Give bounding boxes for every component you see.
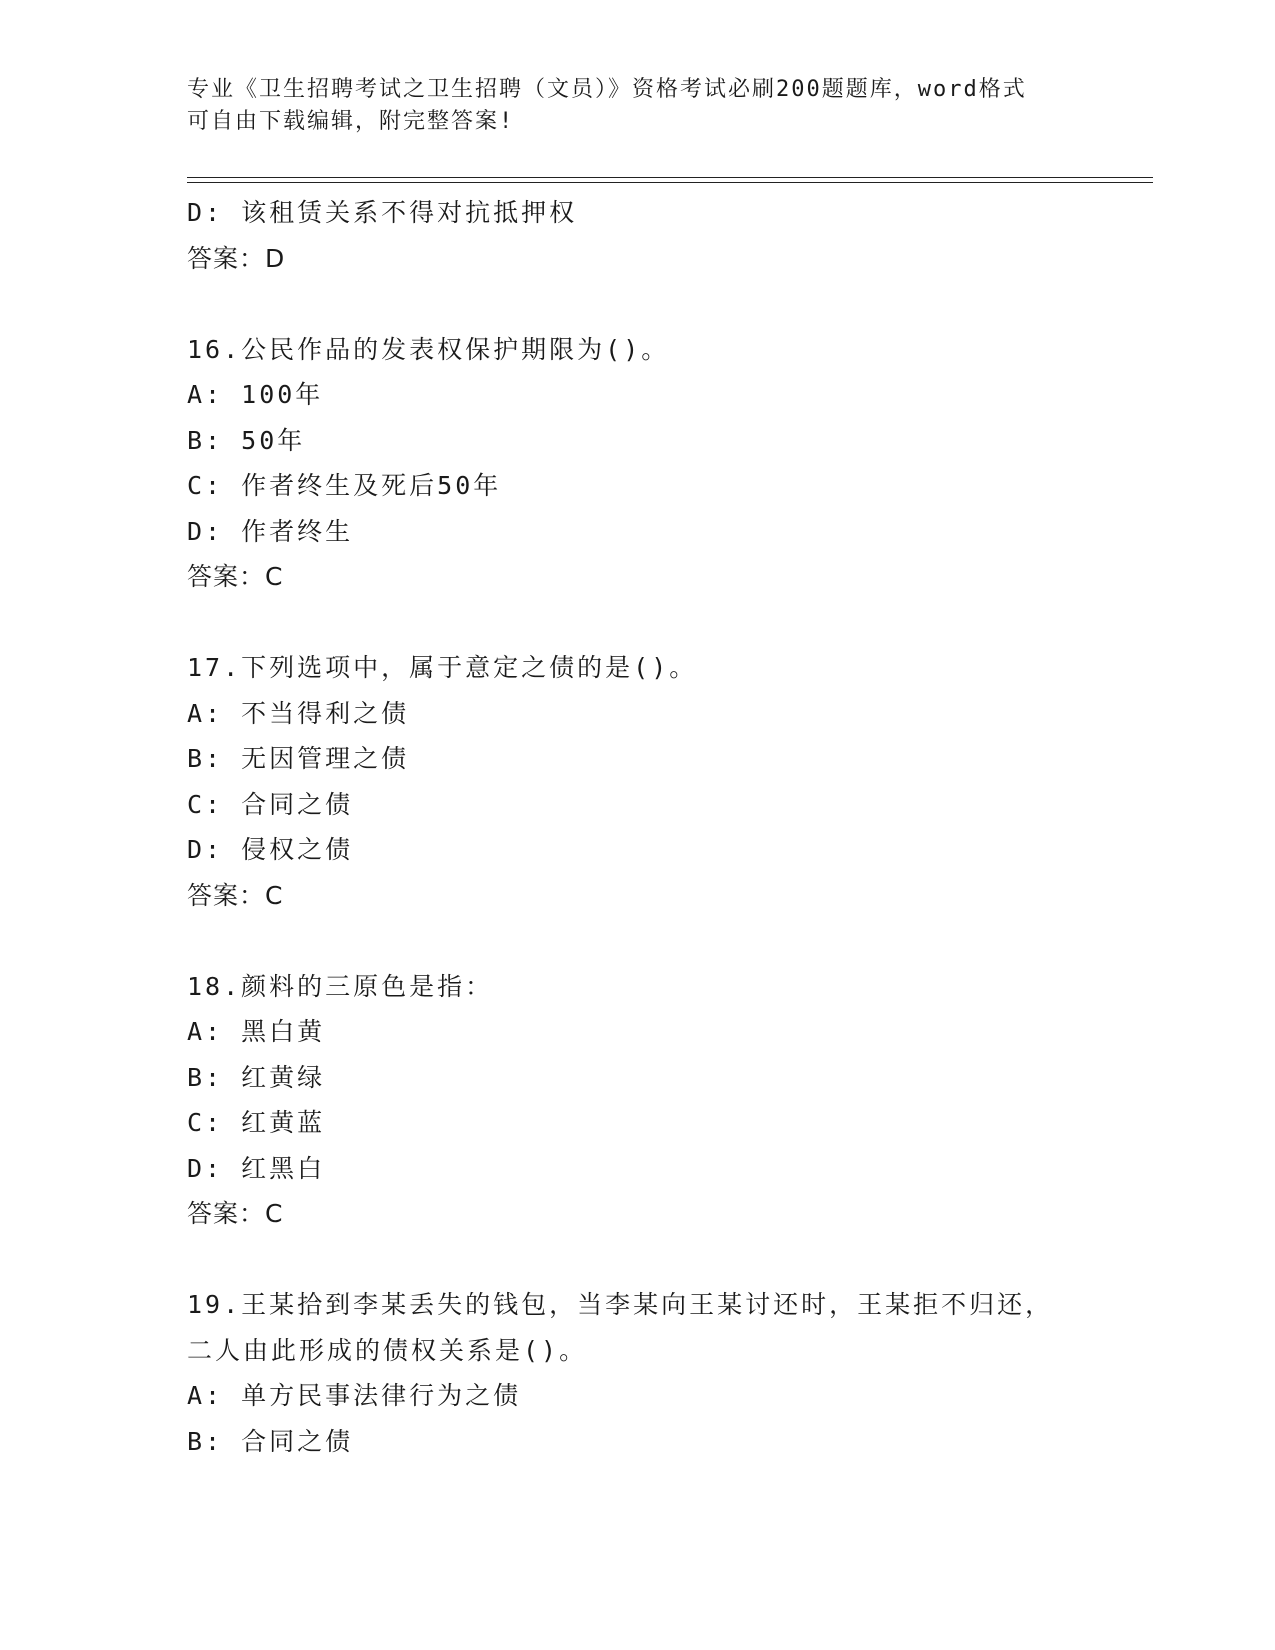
option-a: A: 单方民事法律行为之债 [187, 1381, 522, 1410]
option-d: D: 侵权之债 [187, 835, 354, 864]
question-19 [187, 1282, 1087, 1464]
option-d: D: 作者终生 [187, 516, 354, 546]
header-title-line-1: 专业《卫生招聘考试之卫生招聘（文员）》资格考试必刷200题题库，word格式 [187, 77, 1027, 102]
header-title-line-2: 可自由下载编辑，附完整答案! [187, 109, 515, 134]
option-c: C: 作者终生及死后50年 [187, 471, 502, 500]
question-stem-line-2: 二人由此形成的债权关系是()。 [187, 1335, 588, 1365]
question-18 [187, 964, 1087, 1237]
question-stem: 17.下列选项中，属于意定之债的是()。 [187, 653, 698, 682]
question-stem: 16.公民作品的发表权保护期限为()。 [187, 334, 670, 364]
header-divider-top [187, 177, 1153, 178]
answer: 答案：C [187, 880, 284, 910]
answer: 答案：C [187, 1199, 284, 1228]
option-b: B: 合同之债 [187, 1426, 354, 1456]
option-c: C: 红黄蓝 [187, 1108, 326, 1137]
answer: 答案：D [187, 243, 286, 273]
option-b: B: 红黄绿 [187, 1062, 326, 1092]
document-header [187, 74, 1067, 138]
question-16 [187, 327, 1087, 600]
question-stem-line-1: 19.王某拾到李某丢失的钱包，当李某向王某讨还时，王某拒不归还， [187, 1290, 1054, 1319]
option-d: D: 该租赁关系不得对抗抵押权 [187, 198, 578, 227]
option-a: A: 100年 [187, 380, 324, 409]
option-c: C: 合同之债 [187, 789, 354, 819]
option-a: A: 不当得利之债 [187, 698, 410, 728]
question-stem: 18.颜料的三原色是指： [187, 971, 494, 1001]
question-list [187, 190, 1087, 1464]
question-17 [187, 645, 1087, 918]
option-b: B: 50年 [187, 425, 306, 455]
option-b: B: 无因管理之债 [187, 744, 410, 773]
question-15-continued [187, 190, 1087, 281]
answer: 答案：C [187, 562, 284, 591]
option-d: D: 红黑白 [187, 1153, 326, 1183]
header-divider-bottom [187, 182, 1153, 183]
option-a: A: 黑白黄 [187, 1017, 326, 1046]
